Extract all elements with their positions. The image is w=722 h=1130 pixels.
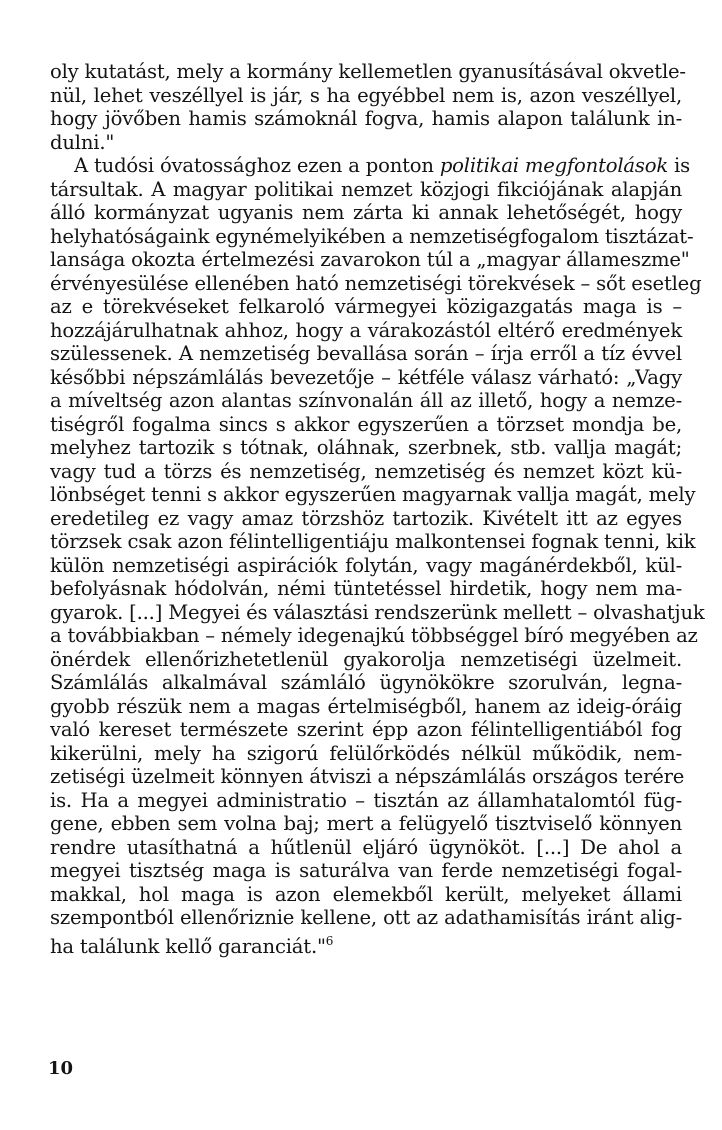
text-line: hozzájárulhatnak ahhoz, hogy a várakozástól eltérő eredmények [50,318,682,342]
text-line: makkal, hol maga is azon elemekből került, melyeket állami [50,882,682,906]
text-line: gyobb részük nem a magas értelmiségből, hanem az ideig-óráig [50,694,682,718]
text-line: gyarok. [...] Megyei és választási rendszerünk mellett – olvashatjuk [50,600,705,624]
final-line-text: ha találunk kellő garanciát." [50,934,326,958]
text-line: rendre utasíthatná a hűtlenül eljáró ügynököt. [...] De ahol a [50,835,682,859]
text-line: Számlálás alkalmával számláló ügynökökre szorulván, legna- [50,671,682,694]
text-line: eredetileg ez vagy amaz törzshöz tartozik. Kivételt itt az egyes [50,506,682,530]
text-line: kikerülni, mely ha szigorú felülőrködés nélkül működik, nem- [50,741,682,765]
text-line: társultak. A magyar politikai nemzet közjogi fikciójának alapján [50,177,682,201]
text-line: külön nemzetiségi aspirációk folytán, vagy magánérdekből, kül- [50,553,682,577]
text-line: való kereset természete szerint épp azon félintelligentiából fog [50,718,682,741]
text-line: lansága okozta értelmezési zavarokon túl a „magyar állameszme" [50,248,690,271]
text-line: szempontból ellenőriznie kellene, ott az adathamisítás iránt alig- [50,906,682,929]
text-line: törzsek csak azon félintelligentiáju malkontensei fognak tenni, kik [50,530,696,553]
text-line: tiségről fogalma sincs s akkor egyszerűen a törzset mondja be, [50,412,682,436]
text-line: vagy tud a törzs és nemzetiség, nemzetiség és nemzet közt kü- [50,459,682,483]
text-line: későbbi népszámlálás bevezetője – kétféle válasz várható: „Vagy [50,365,682,389]
text-line [50,930,682,958]
text-line: zetiségi üzelmeit könnyen átviszi a népszámlálás országos terére [50,765,685,788]
text-segment: is [668,154,690,177]
text-line: nül, lehet veszéllyel is jár, s ha egyébbel nem is, azon veszéllyel, [50,83,682,107]
text-line: a míveltség azon alantas színvonalán áll az illető, hogy a nemze- [50,389,682,412]
text-segment: A tudósi óvatossághoz ezen a ponton [74,154,440,177]
text-line: a továbbiakban – némely idegenajkú többséggel bíró megyében az [50,624,698,647]
footnote-mark: 6 [325,933,334,948]
text-line: érvényesülése ellenében ható nemzetiségi törekvések – sőt esetleg [50,271,702,295]
text-line: lönbséget tenni s akkor egyszerűen magyarnak vallja magát, mely [50,483,696,506]
text-line: melyhez tartozik s tótnak, oláhnak, szerbnek, stb. vallja magát; [50,436,682,459]
italic-phrase: politikai megfontolások [439,154,669,177]
text-line: dulni." [50,130,115,154]
text-line: az e törekvéseket felkaroló vármegyei közigazgatás maga is – [50,295,682,318]
text-line: szülessenek. A nemzetiség bevallása során – írja erről a tíz évvel [50,342,682,365]
text-line: is. Ha a megyei administratio – tisztán az államhatalomtól füg- [50,788,682,812]
text-line: oly kutatást, mely a kormány kellemetlen gyanusításával okvetle- [50,60,686,83]
text-line: hogy jövőben hamis számoknál fogva, hamis alapon találunk in- [50,107,682,130]
text-line: megyei tisztség maga is saturálva van ferde nemzetiségi fogal- [50,859,682,882]
body-text [50,60,705,958]
text-line: befolyásnak hódolván, némi tüntetéssel hirdetik, hogy nem ma- [50,577,682,600]
text-line-with-italic [50,154,690,178]
text-line: álló kormányzat ugyanis nem zárta ki annak lehetőségét, hogy [50,201,682,224]
text-line: helyhatóságaink egynémelyikében a nemzetiségfogalom tisztázat- [50,224,694,248]
text-line: gene, ebben sem volna baj; mert a felügyelő tisztviselő könnyen [50,812,682,835]
text-line: önérdek ellenőrizhetetlenül gyakorolja nemzetiségi üzelmeit. [50,647,682,671]
page-number: 10 [48,1058,74,1079]
